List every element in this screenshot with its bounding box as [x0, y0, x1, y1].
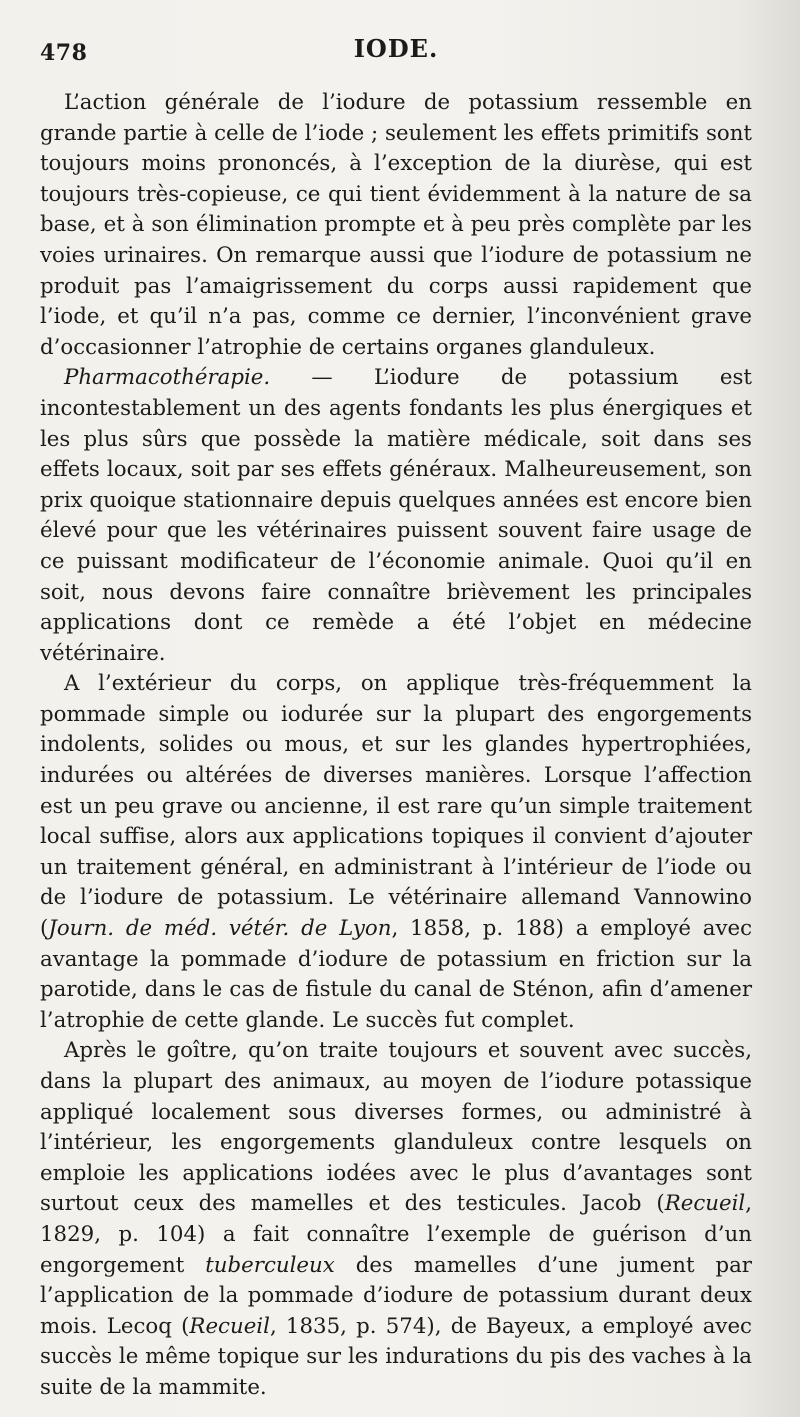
- paragraph-1-text: L’action générale de l’iodure de potassium ressemble en grande partie à celle de l’iode ; seulement les effets primitifs sont toujours moins prononcés, à l’exception de la diurèse, qui est toujours très-copieuse, ce qui tient évidemment à la nature de sa base, et à son élimination prompte et à peu près complète par les voies urinaires. On remarque aussi que l’iodure de potassium ne produit pas l’amaigrissement du corps aussi rapidement que l’iode, et qu’il n’a pas, comme ce dernier, l’inconvénient grave d’occasionner l’atrophie de certains organes glanduleux.: [40, 90, 752, 360]
- paragraph-2: [40, 363, 752, 669]
- paragraph-1: [40, 88, 752, 363]
- page-header: [40, 30, 752, 74]
- paragraph-4: [40, 1036, 752, 1403]
- paragraph-4-text-c: des mamelles d’une jument par l’application de la pommade d’iodure de potassium durant deux mois. Lecoq (: [40, 1252, 752, 1339]
- paragraph-2-text: — L’iodure de potassium est incontestablement un des agents fondants les plus énergiques et les plus sûrs que possède la matière médicale, soit dans ses effets locaux, soit par ses effets généraux. Malheureusement, son prix quoique stationnaire depuis quelques années est encore bien élevé pour que les vétérinaires puissent souvent faire usage de ce puissant modificateur de l’économie animale. Quoi qu’il en soit, nous devons faire connaître brièvement les principales applications dont ce remède a été l’objet en médecine vétérinaire.: [40, 365, 752, 666]
- citation-recueil-1: Recueil: [664, 1191, 746, 1217]
- section-heading: Pharmacothérapie.: [64, 365, 271, 391]
- paragraph-3: [40, 669, 752, 1036]
- body-text: [40, 88, 752, 1404]
- page-number: 478: [40, 40, 88, 66]
- paragraph-3-text-a: A l’extérieur du corps, on applique très-fréquemment la pommade simple ou iodurée sur la plupart des engorgements indolents, solides ou mous, et sur les glandes hypertrophiées, indurées ou altérées de diverses manières. Lorsque l’affection est un peu grave ou ancienne, il est rare qu’un simple traitement local suffise, alors aux applications topiques il convient d’ajouter un traitement général, en administrant à l’intérieur de l’iode ou de l’iodure de potassium. Le vétérinaire allemand Vannowino (: [40, 671, 752, 942]
- running-head: IODE.: [353, 34, 439, 63]
- paragraph-4-text-d: , 1835, p. 574), de Bayeux, a employé avec succès le même topique sur les indurations du pis des vaches à la suite de la mammite.: [40, 1313, 752, 1400]
- paragraph-3-text-b: , 1858, p. 188) a employé avec avantage la pommade d’iodure de potassium en friction sur la parotide, dans le cas de fistule du canal de Sténon, afin d’amener l’atrophie de cette glande. Le succès fut complet.: [40, 916, 753, 1033]
- paragraph-4-text-b: , 1829, p. 104) a fait connaître l’exemple de guérison d’un engorgement: [40, 1191, 752, 1278]
- paragraph-4-text-a: Après le goître, qu’on traite toujours et souvent avec succès, dans la plupart des animaux, au moyen de l’iodure potassique appliqué localement sous diverses formes, ou administré à l’intérieur, les engorgements glanduleux contre lesquels on emploie les applications iodées avec le plus d’avantages sont surtout ceux des mamelles et des testicules. Jacob (: [40, 1038, 752, 1217]
- citation-journal: Journ. de méd. vétér. de Lyon: [48, 916, 392, 942]
- emphasis-term: tuberculeux: [205, 1252, 335, 1278]
- citation-recueil-2: Recueil: [189, 1313, 270, 1339]
